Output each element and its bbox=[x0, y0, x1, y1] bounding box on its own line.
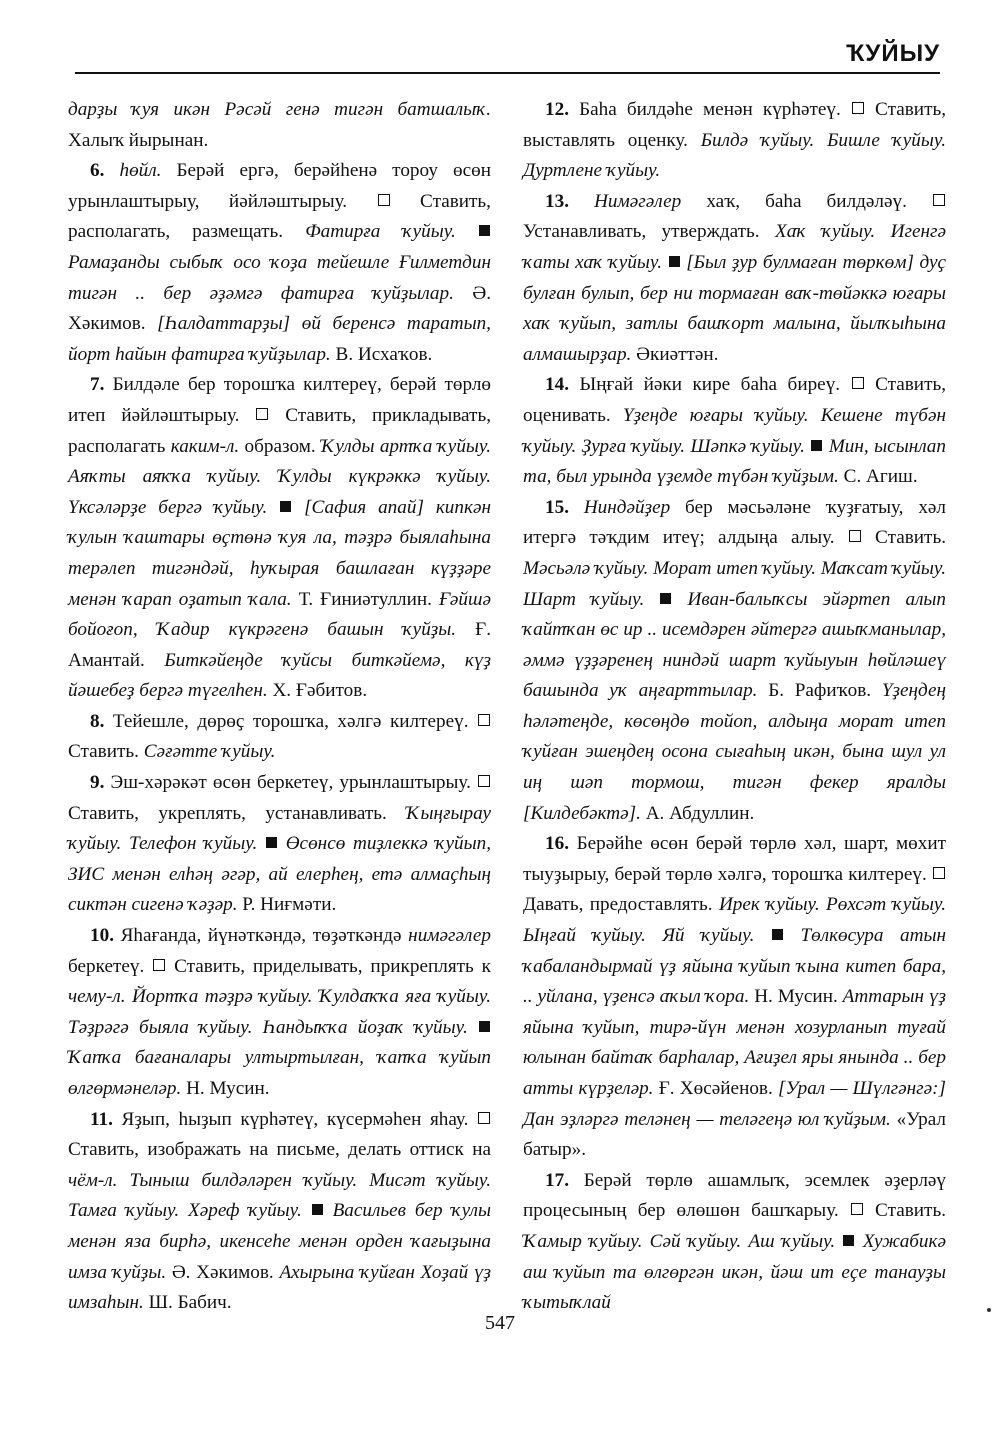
definition-text: С. Агиш. bbox=[838, 466, 918, 488]
definition-text: В. Исхаҡов. bbox=[330, 343, 433, 365]
definition-text: Х. Ғәбитов. bbox=[267, 680, 368, 702]
filled-square-icon bbox=[811, 440, 822, 451]
example-text: чём-л. bbox=[68, 1169, 118, 1191]
definition-text: Халыҡ йырынан. bbox=[68, 129, 209, 151]
example-text: Рамаҙанды сыбыҡ осо ҡоҙа тейешле Ғилметдин тигән .. бер әҙәмгә фатирға ҡуйҙылар. bbox=[68, 251, 491, 304]
definition-text: Т. Ғиниәтуллин. bbox=[291, 588, 439, 610]
open-square-icon bbox=[378, 194, 390, 206]
example-text: Сәғәтте ҡуйыу. bbox=[143, 741, 276, 763]
definition-text: Ә. Хәкимов. bbox=[68, 282, 491, 335]
example-text: Билдә ҡуйыу. Бишле ҡуйыу. Дуртлене ҡуйыу. bbox=[523, 129, 946, 182]
definition-text: Ставить, прикладывать, располагать bbox=[68, 404, 491, 457]
definition-text: Ыңғай йәки кире баһа биреү. bbox=[579, 374, 851, 396]
open-square-icon bbox=[256, 408, 268, 420]
filled-square-icon bbox=[280, 501, 291, 512]
open-square-icon bbox=[852, 102, 864, 114]
example-text: Иван-балыҡсы эйәртеп алып ҡайтҡан өс ир .. исемдәрен әйтергә ашыҡманылар, әммә үҙҙәренең ниндәй шарт ҡуйыуын һөйләшеү башында уҡ аңғарттылар. bbox=[523, 588, 947, 702]
definition-text bbox=[855, 1231, 862, 1252]
dictionary-entry bbox=[523, 493, 946, 830]
definition-text: Ш. Бабич. bbox=[143, 1292, 232, 1314]
dictionary-entry bbox=[68, 370, 491, 707]
open-square-icon bbox=[852, 377, 864, 389]
definition-text bbox=[662, 252, 668, 273]
definition-text: Ставить, оценивать. bbox=[523, 374, 947, 426]
filled-square-icon bbox=[479, 1021, 490, 1032]
definition-text bbox=[456, 221, 478, 242]
definition-text: Ставить. bbox=[861, 527, 946, 549]
definition-text bbox=[117, 1170, 129, 1191]
example-text: Аттарын үҙ яйына ҡуйып, тирә-йүн менән хозурланып туғай юлынан байтаҡ барһалар, Ағиҙел яры янында .. бер атты күрҙеләр. bbox=[523, 986, 946, 1099]
definition-text: Давать, предоставлять. bbox=[523, 894, 719, 916]
example-text: Нимәгәлер bbox=[594, 190, 682, 212]
dictionary-entry bbox=[68, 707, 491, 768]
dictionary-entry bbox=[523, 95, 946, 187]
example-text: Үҙеңде юғары ҡуйыу. Кешене түбән ҡуйыу. Ҙурға ҡуйыу. Шәпкә ҡуйыу. bbox=[523, 404, 946, 457]
definition-text: А. Абдуллин. bbox=[640, 802, 755, 824]
definition-text: Ғ. Хөсәйенов. bbox=[653, 1078, 778, 1099]
filled-square-icon bbox=[669, 256, 680, 267]
definition-text: Ставить, укреплять, устанавливать. bbox=[68, 802, 407, 824]
open-square-icon bbox=[851, 1203, 863, 1215]
example-text: Мәсьәлә ҡуйыу. Морат итеп ҡуйыу. Маҡсат ҡуйыу. Шарт ҡуйыу. bbox=[523, 557, 946, 610]
dictionary-entry bbox=[523, 1166, 946, 1319]
entry-number: 14. bbox=[545, 374, 569, 396]
filled-square-icon bbox=[660, 593, 671, 604]
definition-text: «Урал батыр». bbox=[523, 1108, 946, 1161]
open-square-icon bbox=[478, 714, 490, 726]
definition-text: Р. Ниғмәти. bbox=[237, 894, 337, 916]
definition-text: Ставить, располагать, размещать. bbox=[68, 190, 491, 243]
dictionary-entry bbox=[68, 921, 491, 1105]
definition-text bbox=[805, 436, 810, 457]
definition-text bbox=[835, 1231, 842, 1252]
example-text: Ҡулды артҡа ҡуйыу. Аяҡты аяҡҡа ҡуйыу. Ҡулды күкрәккә ҡуйыу. Үксәләрҙе бергә ҡуйыу. bbox=[68, 435, 492, 518]
open-square-icon bbox=[933, 867, 945, 879]
definition-text: Б. Рафиҡов. bbox=[757, 680, 882, 702]
definition-text: беркетеү. bbox=[68, 955, 153, 977]
filled-square-icon bbox=[843, 1235, 854, 1246]
dictionary-entry bbox=[68, 768, 491, 921]
example-text: дарҙы ҡуя икән Рәсәй генә тигән батшалыҡ. bbox=[68, 99, 491, 120]
definition-text: Эш-хәрәкәт өсөн беркетеү, урынлаштырыу. bbox=[110, 772, 478, 794]
filled-square-icon bbox=[772, 929, 783, 940]
left-column bbox=[68, 95, 491, 1319]
example-text: Ҡапҡа бағаналары ултыртылған, ҡапҡа ҡуйып өлгөрмәнеләр. bbox=[68, 1047, 491, 1099]
page-number: 547 bbox=[485, 1312, 515, 1334]
definition-text: Ставить, выставлять оценку. bbox=[523, 99, 946, 151]
entry-number: 15. bbox=[545, 496, 569, 518]
definition-text: образом. bbox=[239, 435, 322, 457]
example-text: чему-л. bbox=[68, 986, 126, 1008]
definition-text: Берәй төрлө ашамлыҡ, эсемлек әҙерләү процесының бер өлөшөн башҡарыу. bbox=[523, 1169, 947, 1222]
header-rule bbox=[75, 72, 940, 74]
definition-text bbox=[644, 589, 659, 610]
example-text: Ахырына ҡуйған Хоҙай үҙ имзаһын. bbox=[68, 1261, 491, 1314]
example-text: Ҡыңғырау ҡуйыу. Телефон ҡуйыу. bbox=[68, 802, 491, 855]
example-text: [Был ҙур булмаған төркөм] дуҫ булған булып, бер ни тормаған ваҡ-төйәккә юғары хаҡ ҡуйып, затлы башҡорт малына, йылҡыһына алмашырҙар. bbox=[523, 251, 946, 365]
definition-text bbox=[324, 1200, 333, 1221]
running-head-title: ҠУЙЫУ bbox=[846, 40, 940, 67]
open-square-icon bbox=[153, 959, 165, 971]
example-text: нимәгәлер bbox=[408, 925, 492, 947]
example-text: [Һалдаттарҙы] өй беренсә таратып, йорт һайын фатирға ҡуйҙылар. bbox=[68, 313, 491, 365]
entry-number: 7. bbox=[90, 374, 105, 396]
definition-text: Баһа билдәһе менән күрһәтеү. bbox=[579, 99, 851, 120]
right-column bbox=[523, 95, 946, 1319]
filled-square-icon bbox=[312, 1204, 323, 1215]
edge-mark bbox=[987, 1308, 991, 1312]
example-text: Ҡамыр ҡуйыу. Сәй ҡуйыу. Аш ҡуйыу. bbox=[523, 1230, 836, 1252]
entry-number: 10. bbox=[90, 925, 114, 947]
example-text: Ниндәйҙер bbox=[583, 496, 671, 518]
definition-text: Н. Мусин. bbox=[749, 986, 843, 1008]
definition-text bbox=[784, 925, 801, 946]
example-text: Төлкөсура атын ҡабаландырмай үҙ яйына ҡуйып ҡына китеп бара, .. уйлана, үҙенсә аҡыл ҡора. bbox=[523, 925, 946, 1008]
entry-number: 17. bbox=[545, 1169, 569, 1191]
dictionary-entry bbox=[523, 187, 946, 371]
definition-text bbox=[754, 925, 771, 946]
open-square-icon bbox=[478, 775, 490, 787]
definition-text: бер мәсьәләне ҡуҙғатыу, хәл итергә тәҡдим итеү; алдыңа алыу. bbox=[523, 496, 946, 549]
definition-text: Н. Мусин. bbox=[181, 1078, 270, 1099]
definition-text: Ставить, приделывать, прикреплять к bbox=[166, 955, 491, 977]
open-square-icon bbox=[478, 1112, 490, 1124]
definition-text bbox=[267, 497, 279, 518]
example-text: каким-л. bbox=[170, 435, 240, 457]
entry-number: 16. bbox=[545, 833, 569, 855]
example-text: Үҙеңдең һәләтеңде, көсөңдө тойоп, алдыңа морат итеп ҡуйған эшеңдең осона сығаһың икән, бына шул ул иң шәп тормош, тигән фекер яралды [Килдебәктә]. bbox=[523, 680, 946, 824]
entry-number: 13. bbox=[545, 190, 569, 212]
filled-square-icon bbox=[479, 225, 490, 236]
definition-text: Берәй ергә, берәйһенә тороу өсөн урынлаштырыу, йәйләштырыу. bbox=[68, 160, 491, 212]
definition-text: Яҙып, һыҙып күрһәтеү, күсермәһен яһау. bbox=[121, 1108, 477, 1130]
example-text: [Сафия апай] кипкән ҡулын ҡаштары өҫтөнә ҡуя ла, тәҙрә быялаһына терәлеп тигәндәй, һуҡырая башлаған күҙҙәре менән ҡарап оҙатып ҡала. bbox=[68, 496, 491, 610]
example-text: [Урал — Шүлгәнгә:] Дан эҙләргә теләнең — теләгеңә юл ҡуйҙым. bbox=[523, 1078, 946, 1130]
entry-number: 6. bbox=[90, 160, 105, 182]
definition-text: Ставить. bbox=[68, 741, 144, 763]
definition-text: Яһағанда, йүнәткәндә, төҙәткәндә bbox=[120, 925, 409, 947]
definition-text: Ставить, изображать на письме, делать оттиск на bbox=[68, 1139, 491, 1161]
definition-text bbox=[257, 833, 265, 854]
entry-number: 12. bbox=[545, 99, 569, 120]
filled-square-icon bbox=[266, 837, 277, 848]
definition-text: Ставить. bbox=[863, 1200, 946, 1222]
example-text: Ирек ҡуйыу. Рөхсәт ҡуйыу. Ыңғай ҡуйыу. Яй ҡуйыу. bbox=[523, 894, 946, 947]
dictionary-entry bbox=[68, 156, 491, 370]
entry-number: 9. bbox=[90, 772, 105, 794]
definition-text bbox=[672, 589, 687, 610]
definition-text: Әкиәттән. bbox=[631, 343, 719, 365]
example-text: Васильев бер ҡулы менән яза бирһә, икенсеһе менән орден ҡағыҙына имза ҡуйҙы. bbox=[68, 1200, 491, 1283]
example-text: Йортҡа тәҙрә ҡуйыу. Ҡулдаҡҡа яға ҡуйыу. Тәҙрәгә быяла ҡуйыу. Һандыҡҡа йоҙаҡ ҡуйыу. bbox=[68, 986, 491, 1038]
example-text: Тыныш билдәләрен ҡуйыу. Мисәт ҡуйыу. Тамға ҡуйыу. Хәреф ҡуйыу. bbox=[68, 1169, 492, 1222]
definition-text: Ғ. Амантай. bbox=[68, 619, 491, 671]
dictionary-entry bbox=[523, 829, 946, 1166]
example-text: Мин, ысынлап та, был урында үҙемде түбән ҡуйҙым. bbox=[523, 435, 946, 488]
dictionary-entry bbox=[68, 1105, 491, 1319]
definition-text: Устанавливать, утверждать. bbox=[523, 221, 775, 243]
definition-text: Берәйһе өсөн берәй төрлө хәл, шарт, мөхит тыуҙырыу, берәй төрлө хәлгә, торошҡа килтереү. bbox=[523, 833, 947, 885]
definition-text: Билдәле бер торошҡа килтереү, берәй төрлө итеп йәйләштырыу. bbox=[68, 374, 492, 426]
open-square-icon bbox=[933, 194, 945, 206]
definition-text: Тейешле, дөрөҫ торошҡа, хәлгә килтереү. bbox=[112, 710, 478, 732]
open-square-icon bbox=[849, 530, 861, 542]
entry-number: 8. bbox=[90, 710, 105, 732]
dictionary-entry bbox=[68, 95, 491, 156]
example-text: Биткәйеңде ҡуйсы биткәйемә, күҙ йәшебеҙ бергә түгелһен. bbox=[68, 649, 491, 702]
example-text: Ғәйшә бойоғоп, Ҡадир күкрәгенә башын ҡуйҙы. bbox=[68, 588, 491, 641]
definition-text bbox=[292, 497, 304, 518]
example-text: һөйл. bbox=[119, 160, 162, 182]
definition-text bbox=[278, 833, 286, 854]
dictionary-entry bbox=[523, 370, 946, 492]
entry-number: 11. bbox=[90, 1108, 113, 1130]
definition-text: хаҡ, баһа билдәләү. bbox=[681, 190, 932, 212]
example-text: Хаҡ ҡуйыу. Игенгә ҡаты хаҡ ҡуйыу. bbox=[523, 221, 946, 273]
definition-text: Ә. Хәкимов. bbox=[166, 1261, 280, 1283]
example-text: Фатирға ҡуйыу. bbox=[305, 221, 456, 243]
definition-text bbox=[302, 1200, 311, 1221]
example-text: Өсөнсө тиҙлеккә ҡуйып, ЗИС менән елһәң әгәр, ай елерһең, етә алмаҫһың сиктән сигенә ҡәҙәр. bbox=[68, 833, 491, 916]
example-text: Хужабикә аш ҡуйып та өлгөргән икән, йәш ит еҫе танауҙы ҡытыҡлай bbox=[523, 1230, 947, 1314]
definition-text bbox=[468, 1017, 478, 1038]
